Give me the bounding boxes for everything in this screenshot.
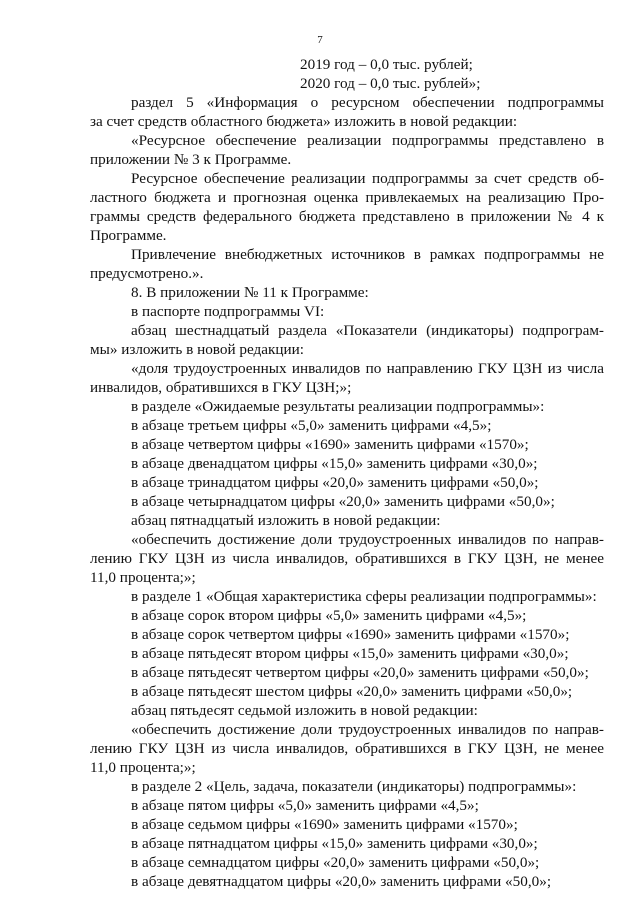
text-line: мы» изложить в новой редакции:	[90, 341, 304, 358]
text-line: в разделе 1 «Общая характеристика сферы реализации подпрограммы»:	[131, 588, 597, 605]
text-line: в абзаце третьем цифры «5,0» заменить цифрами «4,5»;	[131, 417, 492, 434]
text-line: в абзаце пятьдесят шестом цифры «20,0» заменить цифрами «50,0»;	[131, 683, 573, 700]
text-line: в разделе 2 «Цель, задача, показатели (индикаторы) подпрограммы»:	[131, 778, 577, 795]
text-line: 8. В приложении № 11 к Программе:	[131, 284, 369, 301]
text-line: инвалидов, обратившихся в ГКУ ЦЗН;»;	[90, 379, 352, 396]
page-number: 7	[317, 34, 323, 46]
text-line: 2020 год – 0,0 тыс. рублей»;	[300, 75, 481, 92]
text-line: в абзаце пятнадцатом цифры «15,0» заменить цифрами «30,0»;	[131, 835, 538, 852]
text-line: абзац пятьдесят седьмой изложить в новой редакции:	[131, 702, 478, 719]
text-line: в абзаце семнадцатом цифры «20,0» заменить цифрами «50,0»;	[131, 854, 540, 871]
text-line: ластного бюджета и прогнозная оценка привлекаемых на реализацию Про-	[90, 189, 604, 206]
text-line: в абзаце пятом цифры «5,0» заменить цифрами «4,5»;	[131, 797, 479, 814]
text-line: абзац пятнадцатый изложить в новой редакции:	[131, 512, 441, 529]
text-line: 11,0 процента;»;	[90, 569, 196, 586]
text-line: «обеспечить достижение доли трудоустроенных инвалидов по направ-	[131, 721, 604, 738]
text-line: 11,0 процента;»;	[90, 759, 196, 776]
text-line: абзац шестнадцатый раздела «Показатели (индикаторы) подпрограм-	[131, 322, 604, 339]
text-line: Ресурсное обеспечение реализации подпрограммы за счет средств об-	[131, 170, 604, 187]
text-line: приложении № 3 к Программе.	[90, 151, 292, 168]
text-line: в абзаце четырнадцатом цифры «20,0» заменить цифрами «50,0»;	[131, 493, 555, 510]
text-line: в абзаце пятьдесят четвертом цифры «20,0» заменить цифрами «50,0»;	[131, 664, 589, 681]
text-line: в абзаце девятнадцатом цифры «20,0» заменить цифрами «50,0»;	[131, 873, 552, 890]
text-line: предусмотрено.».	[90, 265, 204, 282]
text-line: лению ГКУ ЦЗН из числа инвалидов, обратившихся в ГКУ ЦЗН, не менее	[90, 740, 604, 757]
text-line: 2019 год – 0,0 тыс. рублей;	[300, 56, 473, 73]
text-line: в абзаце сорок четвертом цифры «1690» заменить цифрами «1570»;	[131, 626, 570, 643]
text-line: в абзаце четвертом цифры «1690» заменить цифрами «1570»;	[131, 436, 529, 453]
text-line: в абзаце двенадцатом цифры «15,0» заменить цифрами «30,0»;	[131, 455, 538, 472]
text-line: «обеспечить достижение доли трудоустроенных инвалидов по направ-	[131, 531, 604, 548]
text-line: Привлечение внебюджетных источников в рамках подпрограммы не	[131, 246, 604, 263]
text-line: раздел 5 «Информация о ресурсном обеспечении подпрограммы	[131, 94, 604, 111]
text-line: за счет средств областного бюджета» изложить в новой редакции:	[90, 113, 518, 130]
text-line: в абзаце седьмом цифры «1690» заменить цифрами «1570»;	[131, 816, 518, 833]
text-line: в абзаце сорок втором цифры «5,0» заменить цифрами «4,5»;	[131, 607, 527, 624]
text-line: в абзаце пятьдесят втором цифры «15,0» заменить цифрами «30,0»;	[131, 645, 569, 662]
text-line: «Ресурсное обеспечение реализации подпрограммы представлено в	[131, 132, 604, 149]
text-line: в паспорте подпрограммы VI:	[131, 303, 325, 320]
text-line: граммы средств федерального бюджета представлено в приложении № 4 к	[90, 208, 604, 225]
text-line: Программе.	[90, 227, 167, 244]
text-line: в разделе «Ожидаемые результаты реализации подпрограммы»:	[131, 398, 545, 415]
text-line: в абзаце тринадцатом цифры «20,0» заменить цифрами «50,0»;	[131, 474, 539, 491]
text-line: «доля трудоустроенных инвалидов по направлению ГКУ ЦЗН из числа	[131, 360, 604, 377]
text-line: лению ГКУ ЦЗН из числа инвалидов, обратившихся в ГКУ ЦЗН, не менее	[90, 550, 604, 567]
